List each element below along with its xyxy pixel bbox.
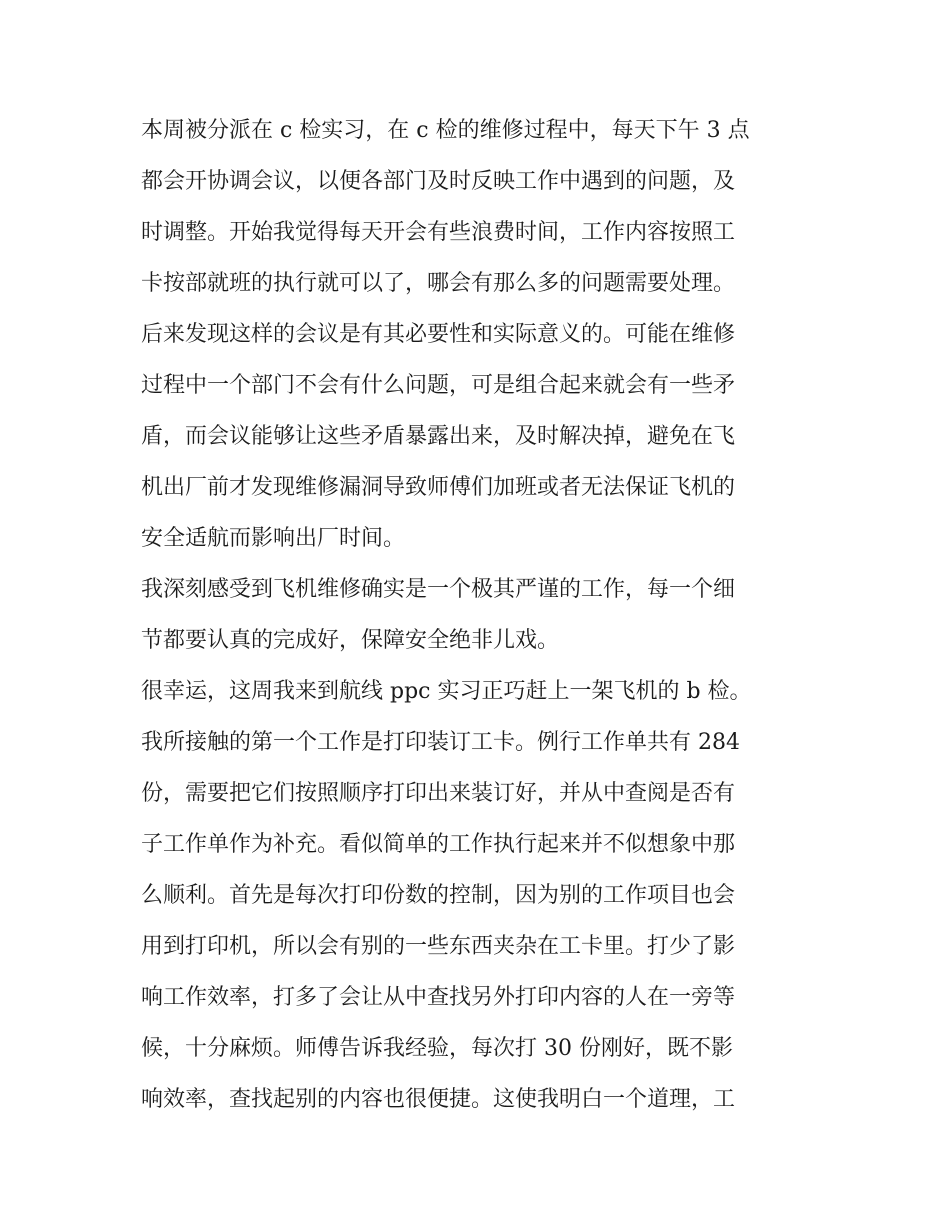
text-line: 我所接触的第一个工作是打印装订工卡。例行工作单共有 284 — [141, 730, 740, 755]
text-line: 过程中一个部门不会有什么问题，可是组合起来就会有一些矛 — [141, 373, 736, 398]
text-line: 都会开协调会议，以便各部门及时反映工作中遇到的问题，及 — [141, 169, 736, 194]
text-line: 节都要认真的完成好，保障安全绝非儿戏。 — [141, 628, 560, 653]
text-line: 响工作效率，打多了会让从中查找另外打印内容的人在一旁等 — [141, 985, 736, 1010]
text-line: 我深刻感受到飞机维修确实是一个极其严谨的工作，每一个细 — [141, 577, 736, 602]
text-line: 么顺利。首先是每次打印份数的控制，因为别的工作项目也会 — [141, 883, 736, 908]
text-line: 盾，而会议能够让这些矛盾暴露出来，及时解决掉，避免在飞 — [141, 424, 736, 449]
text-line: 份，需要把它们按照顺序打印出来装订好，并从中查阅是否有 — [141, 781, 736, 806]
body-text — [141, 112, 811, 1132]
text-line: 安全适航而影响出厂时间。 — [141, 526, 406, 551]
text-line: 子工作单作为补充。看似简单的工作执行起来并不似想象中那 — [141, 832, 736, 857]
text-line: 后来发现这样的会议是有其必要性和实际意义的。可能在维修 — [141, 322, 736, 347]
text-line: 很幸运，这周我来到航线 ppc 实习正巧赶上一架飞机的 b 检。 — [141, 679, 752, 704]
text-line: 用到打印机，所以会有别的一些东西夹杂在工卡里。打少了影 — [141, 934, 736, 959]
text-line: 时调整。开始我觉得每天开会有些浪费时间，工作内容按照工 — [141, 220, 736, 245]
text-line: 本周被分派在 c 检实习，在 c 检的维修过程中，每天下午 3 点 — [141, 118, 750, 143]
text-line: 响效率，查找起别的内容也很便捷。这使我明白一个道理，工 — [141, 1087, 736, 1112]
text-line: 卡按部就班的执行就可以了，哪会有那么多的问题需要处理。 — [141, 271, 736, 296]
text-line: 机出厂前才发现维修漏洞导致师傅们加班或者无法保证飞机的 — [141, 475, 736, 500]
text-line: 候，十分麻烦。师傅告诉我经验，每次打 30 份刚好，既不影 — [141, 1036, 733, 1061]
